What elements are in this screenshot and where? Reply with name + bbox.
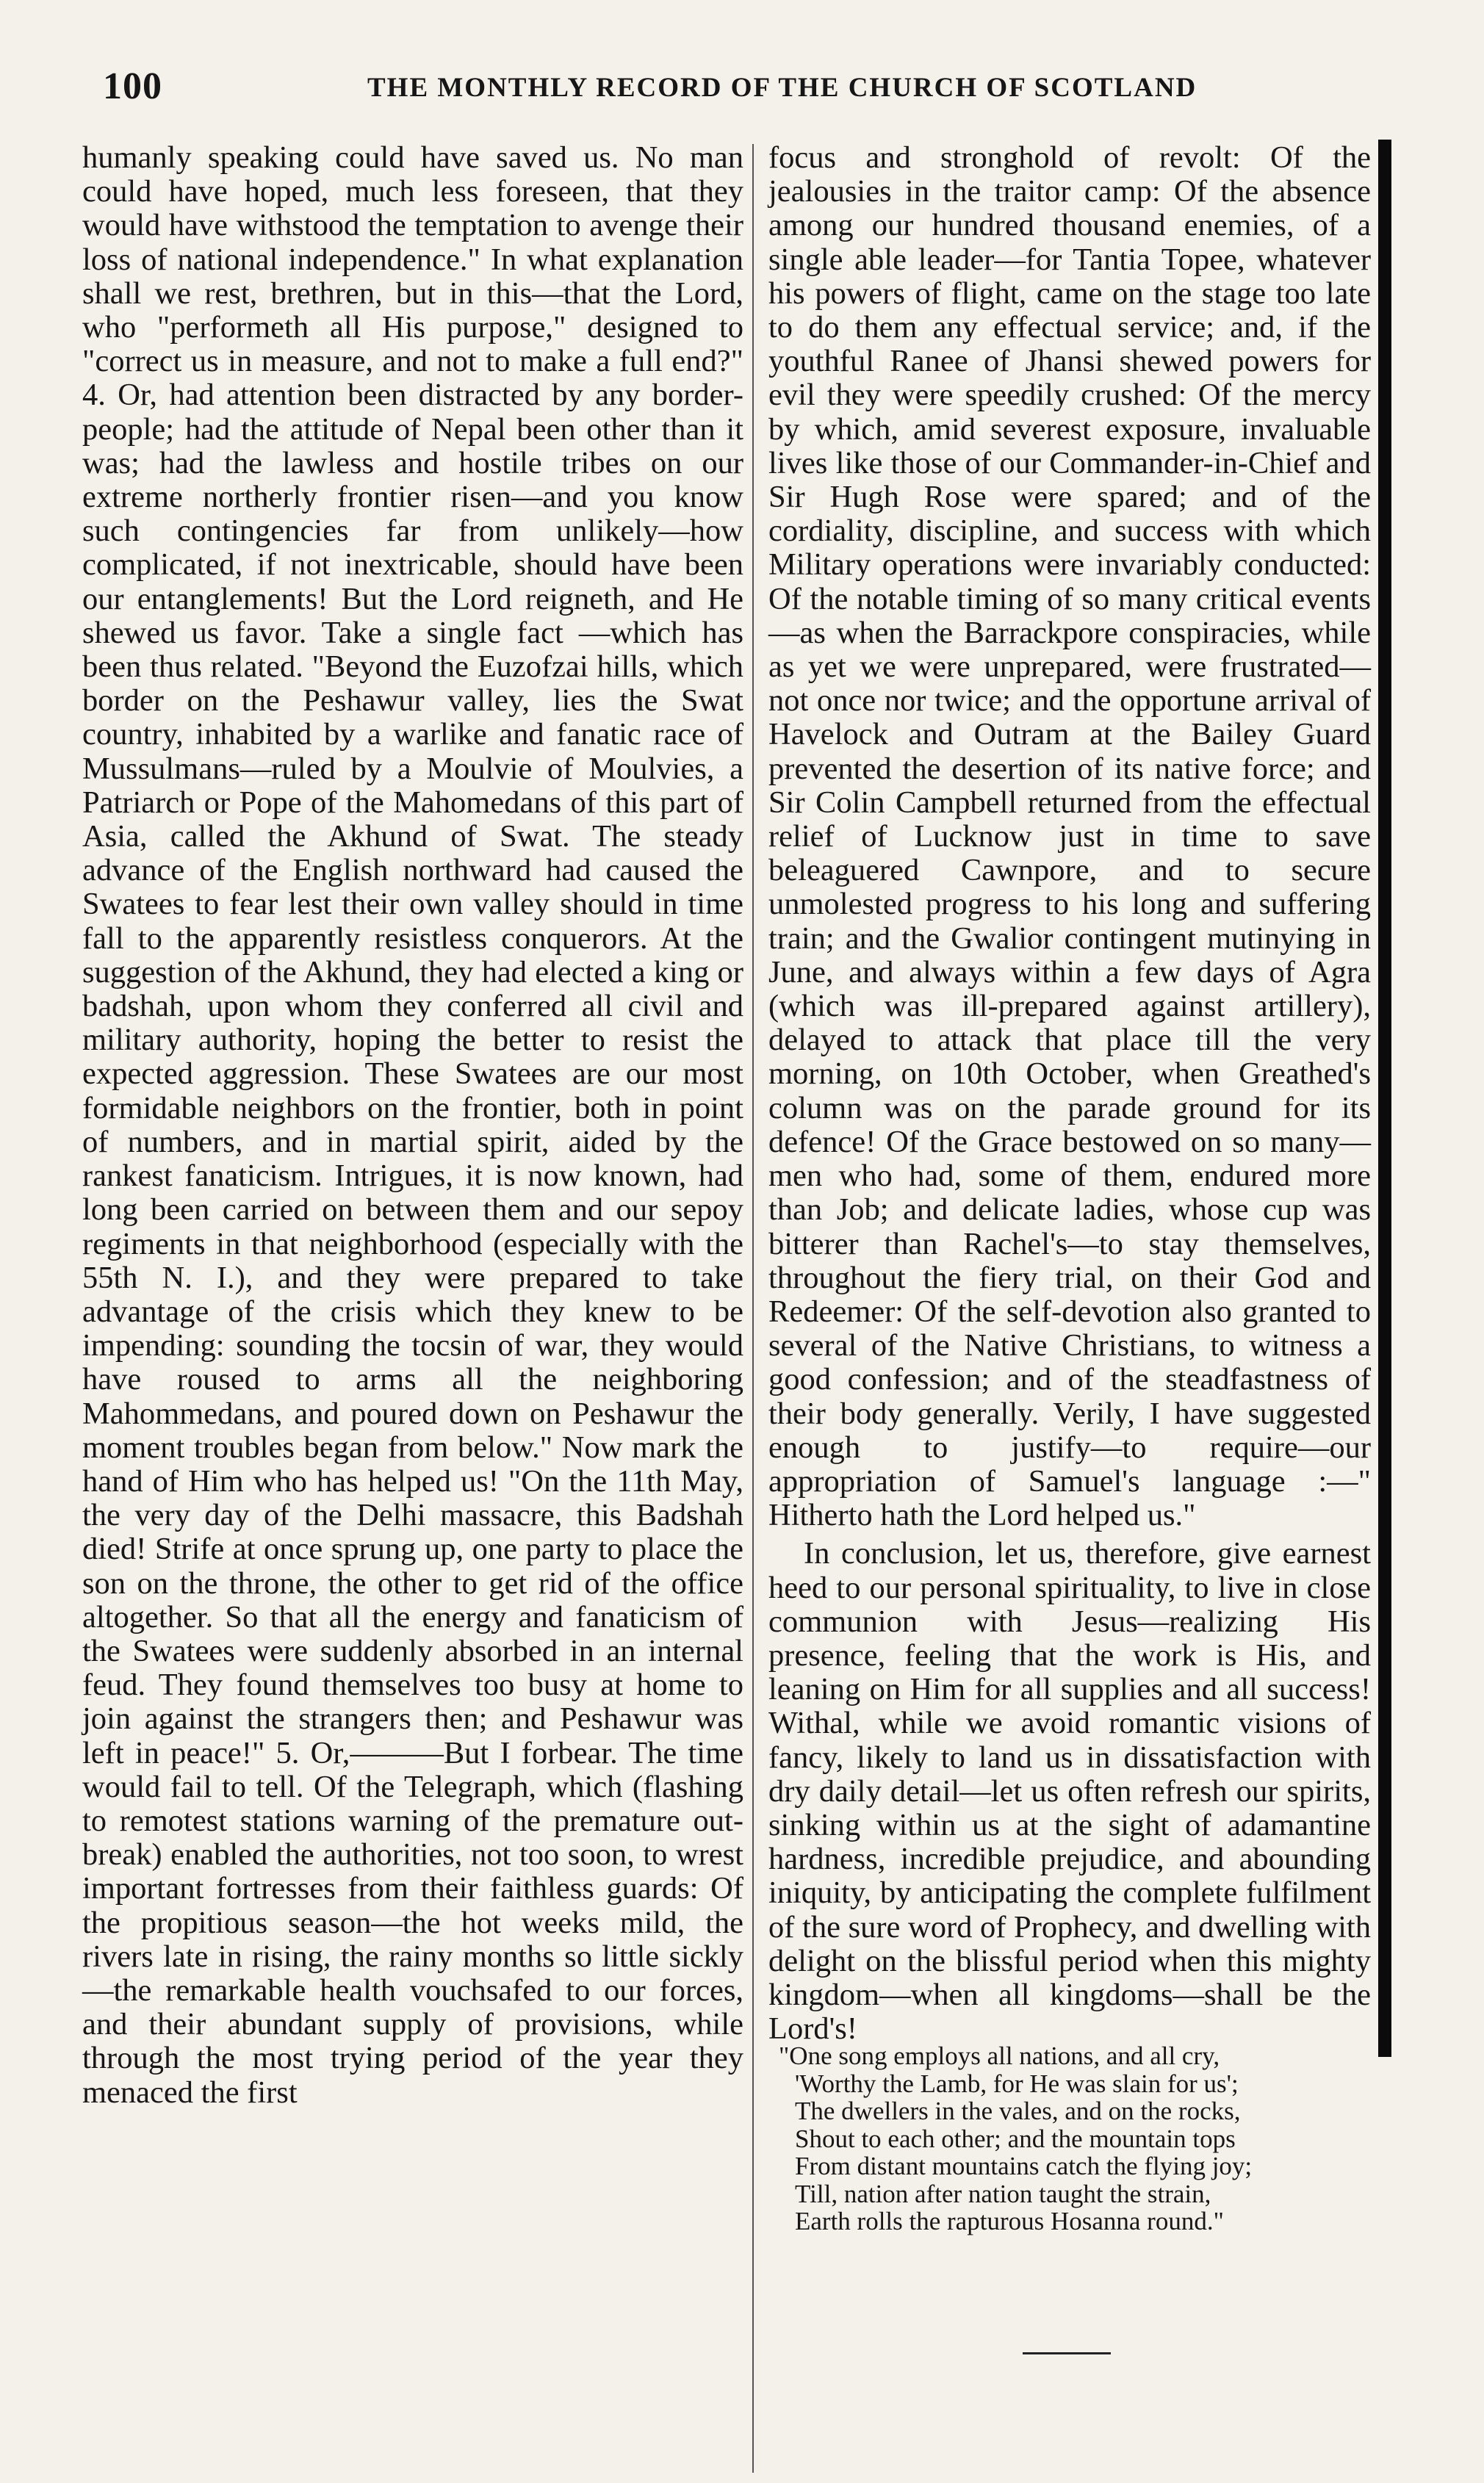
column-divider xyxy=(752,144,754,2473)
page-number: 100 xyxy=(103,65,162,107)
section-end-rule xyxy=(1023,2352,1111,2354)
verse-line: Shout to each other; and the mountain tops xyxy=(795,2124,1236,2153)
right-column-paragraph-2: In conclusion, let us, therefore, give earnest heed to our personal spirituality, to live in close communion with Jesus—realizing His presence, feeling that the work is His, and leaning on Him for all supplies and all success! Withal, while we avoid romantic visions of fancy, likely to land us in dissatisfaction with dry daily detail—let us often refresh our spirits, sinking within us at the sight of adamantine hardness, incredible prejudice, and abounding iniquity, by anticipating the complete fulfilment of the sure word of Prophecy, and dwelling with delight on the blissful period when this mighty kingdom—when all kingdoms—shall be the Lord's! xyxy=(768,1536,1371,2047)
left-column xyxy=(82,141,743,2110)
verse-line: The dwellers in the vales, and on the rocks, xyxy=(795,2097,1241,2125)
verse-quotation xyxy=(779,2042,1374,2235)
verse-line: 'Worthy the Lamb, for He was slain for us'; xyxy=(795,2069,1239,2098)
journal-title: THE MONTHLY RECORD OF THE CHURCH OF SCOTLAND xyxy=(367,73,1197,103)
verse-line: From distant mountains catch the flying joy; xyxy=(795,2152,1253,2180)
running-head xyxy=(103,65,1381,116)
right-column-paragraph-1: focus and stronghold of revolt: Of the jealousies in the traitor camp: Of the absence among our hundred thousand enemies, of a single able leader—for Tantia Topee, whatever his powers of flight, came on the stage too late to do them any effectual service; and, if the youthful Ranee of Jhansi shewed powers for evil they were speedily crushed: Of the mercy by which, amid severest exposure, invaluable lives like those of our Commander-in-Chief and Sir Hugh Rose were spared; and of the cordiality, discipline, and success with which Military operations were invariably conducted: Of the notable timing of so many critical events—as when the Barrackpore conspiracies, while as yet we were unprepared, were frustrated—not once nor twice; and the opportune arrival of Havelock and Outram at the Bailey Guard prevented the desertion of its native force; and Sir Colin Campbell returned from the effectual relief of Lucknow just in time to save beleaguered Cawnpore, and to secure unmolested progress to his long and suffering train; and the Gwalior contingent mutinying in June, and always within a few days of Agra (which was ill-prepared against artillery), delayed to attack that place till the very morning, on 10th October, when Greathed's column was on the parade ground for its defence! Of the Grace bestowed on so many—men who had, some of them, endured more than Job; and delicate ladies, whose cup was bitterer than Rachel's—to stay themselves, throughout the fiery trial, on their God and Redeemer: Of the self-devotion also granted to several of the Native Christians, to witness a good confession; and of the steadfastness of their body generally. Verily, I have suggested enough to justify—to require—our appropriation of Samuel's language :—" Hitherto hath the Lord helped us." xyxy=(768,140,1371,1533)
right-column xyxy=(768,141,1371,2046)
page-edge-shadow xyxy=(1378,140,1391,2057)
verse-line: Earth rolls the rapturous Hosanna round." xyxy=(795,2207,1224,2235)
verse-line: "One song employs all nations, and all cry, xyxy=(779,2041,1220,2070)
verse-line: Till, nation after nation taught the strain, xyxy=(795,2179,1211,2208)
left-column-text: humanly speaking could have saved us. No man could have hoped, much less foreseen, that they would have withstood the temptation to avenge their loss of national independence." In what explanation shall we rest, brethren, but in this—that the Lord, who "performeth all His purpose," designed to "correct us in measure, and not to make a full end?" 4. Or, had attention been distracted by any border-people; had the attitude of Nepal been other than it was; had the lawless and hostile tribes on our extreme northerly frontier risen—and you know such contingencies far from unlikely—how complicated, if not inextricable, should have been our entanglements! But the Lord reigneth, and He shewed us favor. Take a single fact —which has been thus related. "Beyond the Euzofzai hills, which border on the Peshawur valley, lies the Swat country, inhabited by a warlike and fanatic race of Mussulmans—ruled by a Moulvie of Moulvies, a Patriarch or Pope of the Mahomedans of this part of Asia, called the Akhund of Swat. The steady advance of the English northward had caused the Swatees to fear lest their own valley should in time fall to the apparently resistless conquerors. At the suggestion of the Akhund, they had elected a king or badshah, upon whom they conferred all civil and military authority, hoping the better to resist the expected aggression. These Swatees are our most formidable neighbors on the frontier, both in point of numbers, and in martial spirit, aided by the rankest fanaticism. Intrigues, it is now known, had long been carried on between them and our sepoy regiments in that neighborhood (especially with the 55th N. I.), and they were prepared to take advantage of the crisis which they knew to be impending: sounding the tocsin of war, they would have roused to arms all the neighboring Mahommedans, and poured down on Peshawur the moment troubles began from below." Now mark the hand of Him who has helped us! "On the 11th May, the very day of the Delhi massacre, this Badshah died! Strife at once sprung up, one party to place the son on the throne, the other to get rid of the office altogether. So that all the energy and fanaticism of the Swatees were suddenly absorbed in an internal feud. They found themselves too busy at home to join against the strangers then; and Peshawur was left in peace!" 5. Or,———But I forbear. The time would fail to tell. Of the Telegraph, which (flashing to remotest stations warning of the premature out-break) enabled the authorities, not too soon, to wrest important fortresses from their faithless guards: Of the propitious season—the hot weeks mild, the rivers late in rising, the rainy months so little sickly—the remarkable health vouchsafed to our forces, and their abundant supply of provisions, while through the most trying period of the year they menaced the first xyxy=(82,140,743,2110)
